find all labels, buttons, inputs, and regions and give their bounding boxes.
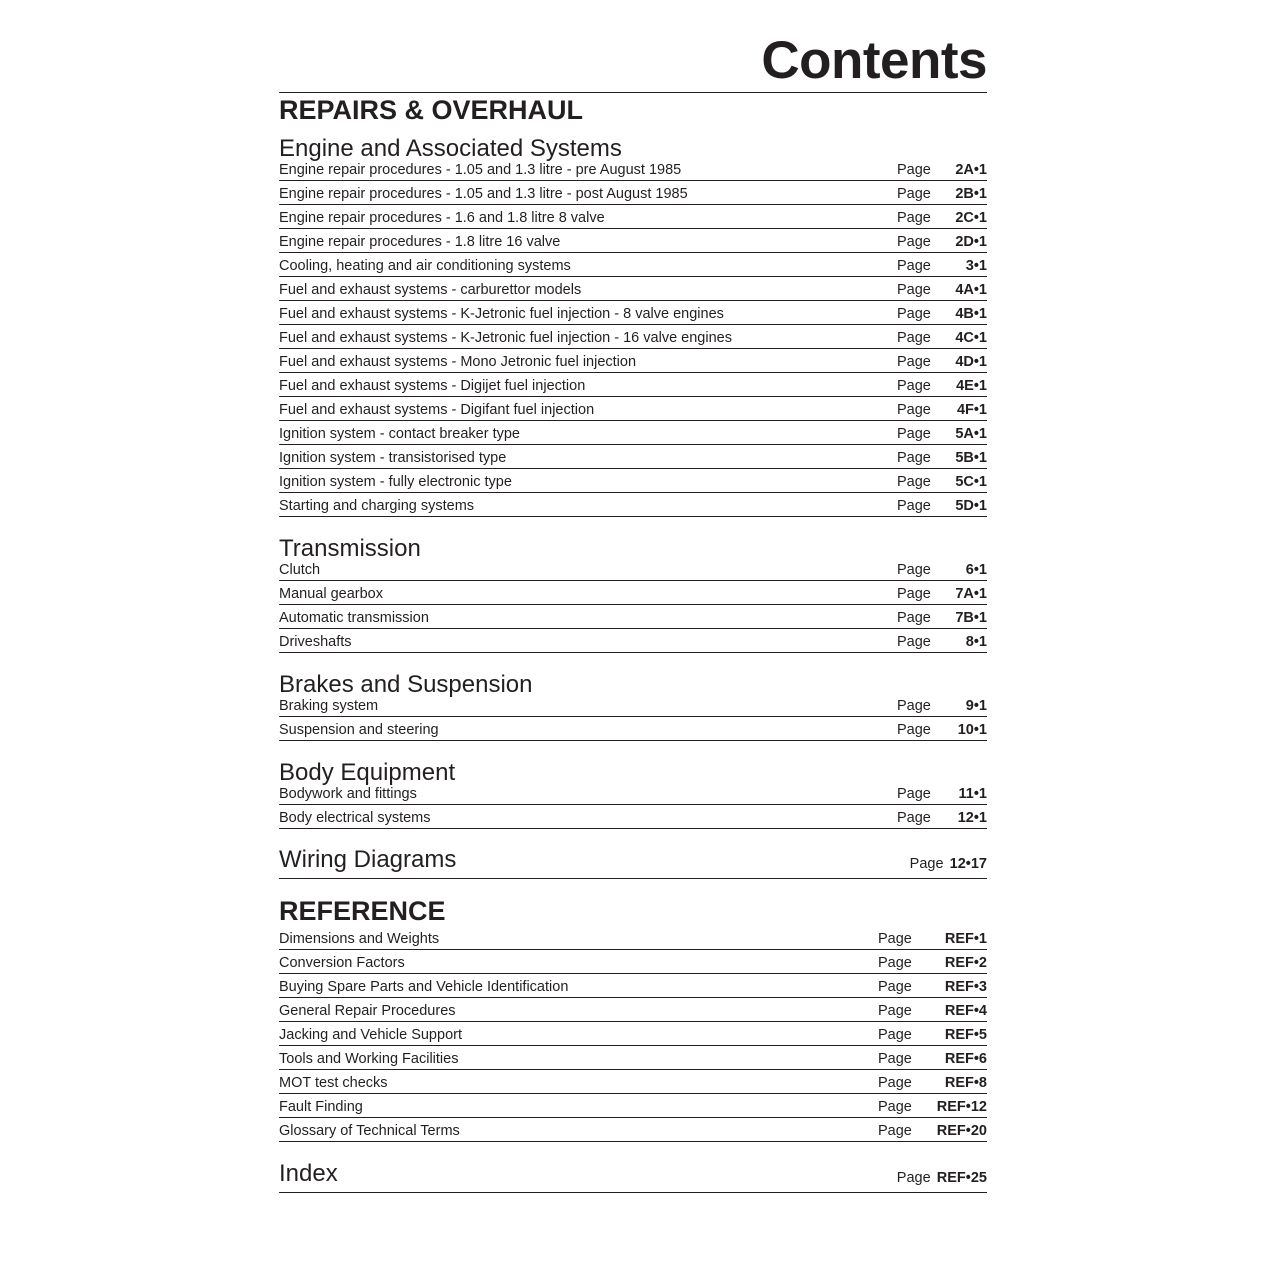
page-word: Page <box>897 354 931 370</box>
toc-entry[interactable] <box>279 229 987 253</box>
toc-entry[interactable] <box>279 1094 987 1118</box>
toc-entry[interactable] <box>279 781 987 805</box>
page-word: Page <box>896 1170 931 1186</box>
page-word: Page <box>897 474 931 490</box>
page-word: Page <box>878 1099 912 1115</box>
page-number: 5D•1 <box>955 498 987 514</box>
page-word: Page <box>897 498 931 514</box>
section-heading: Transmission <box>279 535 421 562</box>
toc-entry[interactable] <box>279 950 987 974</box>
page-number: REF•8 <box>944 1075 987 1091</box>
page-word: Page <box>897 722 931 738</box>
toc-entry-label: Engine repair procedures - 1.05 and 1.3 litre - post August 1985 <box>279 186 688 202</box>
page-word: Page <box>897 162 931 178</box>
toc-entry-index[interactable] <box>279 1161 987 1193</box>
page-number: 7B•1 <box>955 610 987 626</box>
page-number: 6•1 <box>965 562 987 578</box>
toc-entry-label: Dimensions and Weights <box>279 931 440 947</box>
toc-entry-label: Fuel and exhaust systems - Mono Jetronic fuel injection <box>279 354 637 370</box>
page-number: 4E•1 <box>956 378 987 394</box>
toc-entry[interactable] <box>279 301 987 325</box>
toc-entry-label: Engine repair procedures - 1.05 and 1.3 litre - pre August 1985 <box>279 162 682 178</box>
page-word: Page <box>897 186 931 202</box>
toc-entry-label: Ignition system - transistorised type <box>279 450 507 466</box>
page-number: 7A•1 <box>955 586 987 602</box>
toc-entry-wiring-diagrams[interactable] <box>279 847 987 879</box>
toc-entry-label: Engine repair procedures - 1.6 and 1.8 litre 8 valve <box>279 210 605 226</box>
page-number: 4F•1 <box>956 402 987 418</box>
page-number: 2B•1 <box>955 186 987 202</box>
page-word: Page <box>897 634 931 650</box>
page-word: Page <box>897 450 931 466</box>
page-word: Page <box>897 306 931 322</box>
toc-entry[interactable] <box>279 421 987 445</box>
toc-entry-label: Engine repair procedures - 1.8 litre 16 valve <box>279 234 561 250</box>
toc-entry-label: Automatic transmission <box>279 610 429 626</box>
page-word: Page <box>897 810 931 826</box>
toc-entry[interactable] <box>279 974 987 998</box>
toc-entry-label: Index <box>279 1160 338 1187</box>
page-number: 4C•1 <box>955 330 987 346</box>
toc-entry-label: Fault Finding <box>279 1099 363 1115</box>
page-number: REF•5 <box>944 1027 987 1043</box>
toc-entry-label: Fuel and exhaust systems - Digifant fuel injection <box>279 402 595 418</box>
page-title: Contents <box>761 31 987 90</box>
toc-entry-label: Conversion Factors <box>279 955 405 971</box>
toc-entry[interactable] <box>279 157 987 181</box>
contents-page <box>279 30 987 1193</box>
toc-entry-label: Clutch <box>279 562 321 578</box>
page-number: REF•25 <box>936 1170 987 1186</box>
toc-entry-label: Body electrical systems <box>279 810 431 826</box>
page-number: 2C•1 <box>955 210 987 226</box>
toc-entry-label: Driveshafts <box>279 634 352 650</box>
toc-entry[interactable] <box>279 1070 987 1094</box>
page-number: 4D•1 <box>955 354 987 370</box>
page-word: Page <box>878 955 912 971</box>
page-number: REF•20 <box>936 1123 987 1139</box>
page-word: Page <box>897 258 931 274</box>
page-word: Page <box>897 562 931 578</box>
toc-entry[interactable] <box>279 373 987 397</box>
toc-entry-label: Tools and Working Facilities <box>279 1051 459 1067</box>
section-heading: Body Equipment <box>279 759 456 786</box>
page-number: 2D•1 <box>955 234 987 250</box>
toc-entry[interactable] <box>279 581 987 605</box>
page-number: 4A•1 <box>955 282 987 298</box>
toc-entry[interactable] <box>279 181 987 205</box>
toc-entry[interactable] <box>279 926 987 950</box>
toc-entry-label: Buying Spare Parts and Vehicle Identification <box>279 979 569 995</box>
toc-entry[interactable] <box>279 205 987 229</box>
toc-entry[interactable] <box>279 469 987 493</box>
page-word: Page <box>897 786 931 802</box>
page-number: 5A•1 <box>955 426 987 442</box>
toc-entry-label: Fuel and exhaust systems - Digijet fuel injection <box>279 378 586 394</box>
toc-entry-label: Manual gearbox <box>279 586 383 602</box>
page-number: 4B•1 <box>955 306 987 322</box>
page-word: Page <box>897 234 931 250</box>
page-number: 11•1 <box>958 786 987 802</box>
toc-entry-label: Ignition system - fully electronic type <box>279 474 512 490</box>
page-word: Page <box>878 1003 912 1019</box>
page-word: Page <box>878 1123 912 1139</box>
reference-list <box>279 926 987 1142</box>
toc-entry-label: Fuel and exhaust systems - K-Jetronic fuel injection - 16 valve engines <box>279 330 732 346</box>
toc-entry-label: Wiring Diagrams <box>279 846 457 873</box>
page-number: 5C•1 <box>955 474 987 490</box>
page-word: Page <box>909 856 944 872</box>
toc-entry-label: Fuel and exhaust systems - K-Jetronic fuel injection - 8 valve engines <box>279 306 724 322</box>
toc-entry-label: Glossary of Technical Terms <box>279 1123 460 1139</box>
toc-entry[interactable] <box>279 493 987 517</box>
page-word: Page <box>878 931 912 947</box>
page-word: Page <box>897 210 931 226</box>
toc-entry-label: Jacking and Vehicle Support <box>279 1027 462 1043</box>
toc-entry[interactable] <box>279 998 987 1022</box>
toc-entry-label: Braking system <box>279 698 379 714</box>
toc-entry[interactable] <box>279 253 987 277</box>
toc-entry[interactable] <box>279 717 987 741</box>
toc-entry[interactable] <box>279 1046 987 1070</box>
page-number: 12•1 <box>957 810 987 826</box>
page-number: REF•4 <box>944 1003 987 1019</box>
section-heading: Brakes and Suspension <box>279 671 533 698</box>
toc-entry[interactable] <box>279 557 987 581</box>
toc-entry-label: Fuel and exhaust systems - carburettor models <box>279 282 582 298</box>
page-word: Page <box>897 426 931 442</box>
page-word: Page <box>897 586 931 602</box>
toc-entry[interactable] <box>279 693 987 717</box>
page-word: Page <box>878 1075 912 1091</box>
page-word: Page <box>878 1051 912 1067</box>
reference-heading: REFERENCE <box>279 896 446 926</box>
sections-container <box>279 136 987 829</box>
toc-entry-label: MOT test checks <box>279 1075 388 1091</box>
toc-entry[interactable] <box>279 605 987 629</box>
page-word: Page <box>897 698 931 714</box>
page-number: REF•6 <box>944 1051 987 1067</box>
page-number: 2A•1 <box>955 162 987 178</box>
page-number: 10•1 <box>957 722 987 738</box>
page-number: 3•1 <box>965 258 987 274</box>
section-heading: Engine and Associated Systems <box>279 135 622 162</box>
toc-entry[interactable] <box>279 445 987 469</box>
page-word: Page <box>897 402 931 418</box>
page-word: Page <box>897 330 931 346</box>
page-word: Page <box>878 1027 912 1043</box>
toc-entry-label: Suspension and steering <box>279 722 439 738</box>
toc-entry-label: Cooling, heating and air conditioning systems <box>279 258 571 274</box>
page-number: REF•3 <box>944 979 987 995</box>
page-number: REF•12 <box>936 1099 987 1115</box>
page-word: Page <box>878 979 912 995</box>
page-number: 8•1 <box>965 634 987 650</box>
page-number: REF•1 <box>944 931 987 947</box>
part-heading-repairs: REPAIRS & OVERHAUL <box>279 95 584 125</box>
toc-entry[interactable] <box>279 277 987 301</box>
toc-entry[interactable] <box>279 325 987 349</box>
page-number: 5B•1 <box>955 450 987 466</box>
toc-entry-label: Bodywork and fittings <box>279 786 417 802</box>
page-word: Page <box>897 610 931 626</box>
toc-entry[interactable] <box>279 805 987 829</box>
page-word: Page <box>897 378 931 394</box>
title-rule <box>279 92 987 93</box>
page-number: 12•17 <box>949 856 987 872</box>
toc-entry-label: General Repair Procedures <box>279 1003 456 1019</box>
toc-entry-label: Ignition system - contact breaker type <box>279 426 520 442</box>
toc-entry[interactable] <box>279 349 987 373</box>
page-number: 9•1 <box>965 698 987 714</box>
page-word: Page <box>897 282 931 298</box>
toc-entry[interactable] <box>279 1118 987 1142</box>
toc-entry[interactable] <box>279 629 987 653</box>
toc-entry[interactable] <box>279 397 987 421</box>
toc-entry-label: Starting and charging systems <box>279 498 475 514</box>
toc-entry[interactable] <box>279 1022 987 1046</box>
page-number: REF•2 <box>944 955 987 971</box>
